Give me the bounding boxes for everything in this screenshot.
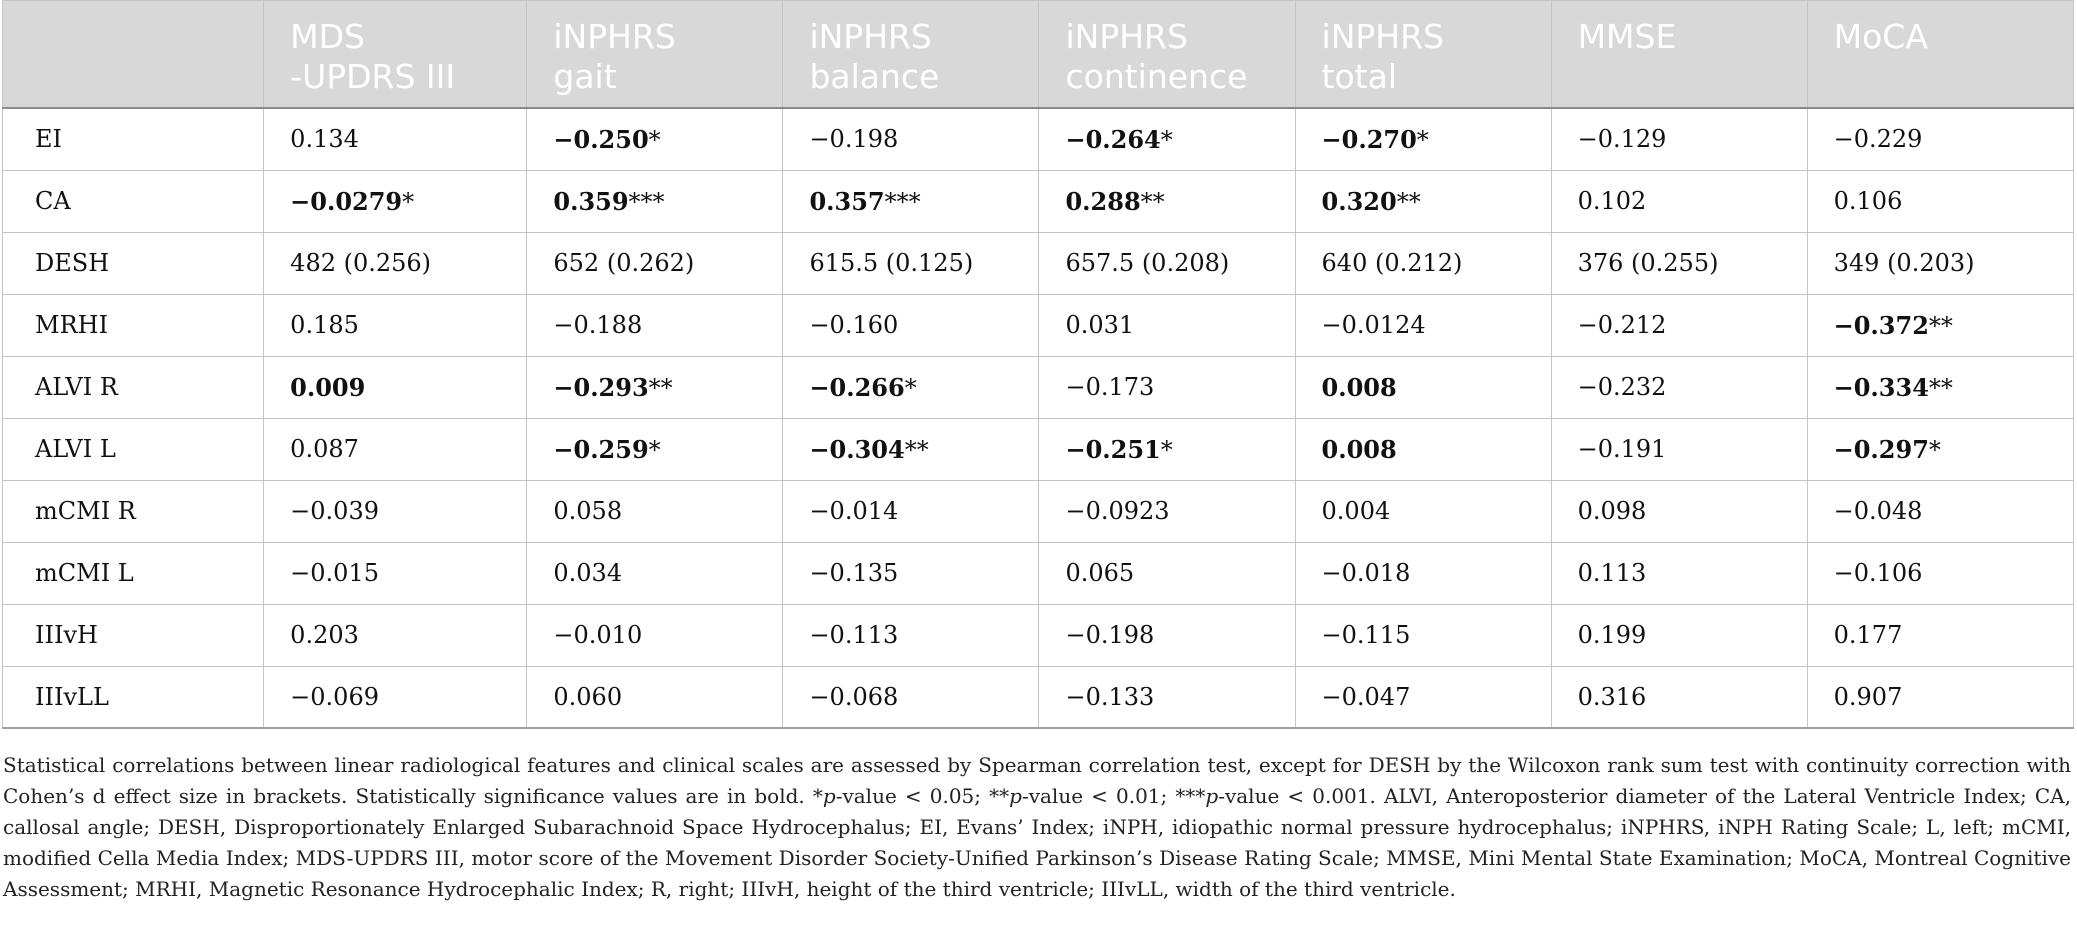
table-cell <box>783 170 1039 232</box>
column-header-line1: iNPHRS <box>553 17 676 56</box>
table-cell <box>264 480 527 542</box>
column-header-line1: iNPHRS <box>1065 17 1188 56</box>
table-body <box>3 108 2074 728</box>
cell-value: −0.115 <box>1321 621 1411 649</box>
table-cell <box>264 294 527 356</box>
cell-value: −0.334 <box>1833 372 1929 402</box>
significance-stars: * <box>648 435 661 464</box>
cell-value: −0.212 <box>1577 311 1667 339</box>
table-cell <box>1551 108 1807 170</box>
table-cell <box>783 356 1039 418</box>
cell-value: 0.185 <box>290 311 359 339</box>
cell-value: −0.173 <box>1065 373 1155 401</box>
cell-value: 0.034 <box>553 559 623 587</box>
table-cell <box>1039 232 1295 294</box>
row-label: EI <box>3 108 264 170</box>
column-header-line1: iNPHRS <box>1321 17 1444 56</box>
cell-value: −0.0279 <box>290 186 403 216</box>
significance-stars: * <box>904 373 917 402</box>
cell-value: −0.0923 <box>1065 497 1170 525</box>
column-header <box>1551 1 1807 109</box>
cell-value: −0.229 <box>1833 125 1923 154</box>
significance-stars: ** <box>904 435 929 464</box>
cell-value: −0.015 <box>290 559 379 587</box>
cell-value: 0.087 <box>290 435 359 463</box>
header-corner-cell <box>3 1 264 109</box>
column-header-line2: balance <box>809 57 940 96</box>
table-cell <box>1295 542 1551 604</box>
table-row <box>3 356 2074 418</box>
footnote-text-2: -value < 0.05; ** <box>835 784 1010 808</box>
row-label: DESH <box>3 232 264 294</box>
significance-stars: * <box>1160 435 1173 464</box>
table-row <box>3 542 2074 604</box>
cell-value: −0.372 <box>1833 310 1929 340</box>
table-cell <box>1295 170 1551 232</box>
row-label: ALVI L <box>3 418 264 480</box>
row-label: IIIvLL <box>3 666 264 728</box>
column-header <box>1807 1 2073 109</box>
cell-value: 0.060 <box>553 682 623 711</box>
cell-value: −0.198 <box>809 125 899 154</box>
table-cell <box>783 604 1039 666</box>
footnote-text-1: Statistical correlations between linear radiological features and clinical scales are assessed by Spearman correlation test, except for DESH by the Wilcoxon rank sum test with continuity correction with Cohen’s d effect size in brackets. Statistically significance values are in bold. * <box>3 753 2071 808</box>
footnote-p-italic: p <box>1009 784 1022 808</box>
cell-value: −0.251 <box>1065 434 1161 464</box>
cell-value: 0.106 <box>1833 187 1903 215</box>
cell-value: −0.270 <box>1321 124 1417 154</box>
column-header <box>527 1 783 109</box>
cell-value: 0.065 <box>1065 559 1135 587</box>
table-cell <box>783 232 1039 294</box>
footnote-p-italic: p <box>822 784 836 808</box>
table-cell <box>1551 232 1807 294</box>
table-footnote <box>3 750 2071 905</box>
footnote-text-3: -value < 0.01; *** <box>1021 784 1206 808</box>
cell-value: 652 (0.262) <box>553 249 695 277</box>
column-header <box>1039 1 1295 109</box>
table-cell <box>1551 294 1807 356</box>
table-cell <box>1807 666 2073 728</box>
table-cell <box>1807 294 2073 356</box>
column-header-line2: total <box>1321 57 1397 96</box>
cell-value: 615.5 (0.125) <box>809 249 974 277</box>
table-cell <box>527 356 783 418</box>
cell-value: −0.198 <box>1065 621 1155 649</box>
table-cell <box>1295 294 1551 356</box>
table-cell <box>1039 604 1295 666</box>
column-header-line1: MMSE <box>1577 17 1677 56</box>
table-cell <box>1807 480 2073 542</box>
footnote-text-4: -value < 0.001. ALVI, Anteroposterior diameter of the Lateral Ventricle Index; CA, callosal angle; DESH, Disproportionately Enlarged Subarachnoid Space Hydrocephalus; EI, Evans’ Index; iNPH, idiopathic normal pressure hydrocephalus; iNPHRS, iNPH Rating Scale; L, left; mCMI, modified Cella Media Index; MDS-UPDRS III, motor score of the Movement Disorder Society-Unified Parkinson’s Disease Rating Scale; MMSE, Mini Mental State Examination; MoCA, Montreal Cognitive Assessment; MRHI, Magnetic Resonance Hydrocephalic Index; R, right; IIIvH, height of the third ventricle; IIIvLL, width of the third ventricle. <box>3 784 2071 901</box>
cell-value: 0.359 <box>553 186 629 216</box>
table-row <box>3 294 2074 356</box>
table-cell <box>1807 604 2073 666</box>
cell-value: −0.069 <box>290 682 379 711</box>
table-cell <box>1807 356 2073 418</box>
table-container <box>2 0 2074 729</box>
table-row <box>3 232 2074 294</box>
significance-stars: * <box>648 125 661 154</box>
column-header-line2: gait <box>553 57 617 96</box>
table-cell <box>1039 542 1295 604</box>
cell-value: −0.0124 <box>1321 311 1426 339</box>
cell-value: 0.008 <box>1321 372 1397 402</box>
cell-value: 0.134 <box>290 125 359 154</box>
table-cell <box>1807 232 2073 294</box>
column-header <box>783 1 1039 109</box>
table-cell <box>1551 480 1807 542</box>
significance-stars: *** <box>884 187 921 216</box>
table-row <box>3 170 2074 232</box>
table-cell <box>783 418 1039 480</box>
cell-value: 657.5 (0.208) <box>1065 249 1230 277</box>
cell-value: −0.293 <box>553 372 649 402</box>
cell-value: 0.008 <box>1321 434 1397 464</box>
cell-value: −0.047 <box>1321 682 1411 711</box>
cell-value: −0.039 <box>290 497 379 525</box>
cell-value: −0.188 <box>553 311 643 339</box>
significance-stars: * <box>402 187 415 216</box>
table-cell <box>783 294 1039 356</box>
table-cell <box>1295 418 1551 480</box>
table-cell <box>1295 666 1551 728</box>
row-label: IIIvH <box>3 604 264 666</box>
cell-value: −0.160 <box>809 311 899 339</box>
footnote-p-italic: p <box>1205 784 1219 808</box>
cell-value: 0.004 <box>1321 497 1391 525</box>
row-label: mCMI R <box>3 480 264 542</box>
column-header <box>1295 1 1551 109</box>
row-label: MRHI <box>3 294 264 356</box>
table-cell <box>783 108 1039 170</box>
table-cell <box>1551 542 1807 604</box>
cell-value: −0.129 <box>1577 125 1667 154</box>
correlation-table <box>2 0 2074 729</box>
cell-value: 0.058 <box>553 497 623 525</box>
table-cell <box>1039 418 1295 480</box>
table-row <box>3 108 2074 170</box>
table-cell <box>1039 356 1295 418</box>
cell-value: 0.031 <box>1065 311 1135 339</box>
cell-value: −0.266 <box>809 372 905 402</box>
table-row <box>3 480 2074 542</box>
header-row <box>3 1 2074 109</box>
table-cell <box>527 108 783 170</box>
row-label: ALVI R <box>3 356 264 418</box>
table-cell <box>527 542 783 604</box>
significance-stars: * <box>1928 435 1941 464</box>
cell-value: 0.102 <box>1577 187 1647 215</box>
cell-value: 0.907 <box>1833 682 1903 711</box>
table-cell <box>1039 108 1295 170</box>
cell-value: 0.320 <box>1321 186 1397 216</box>
cell-value: 0.203 <box>290 621 359 649</box>
column-header <box>264 1 527 109</box>
cell-value: −0.250 <box>553 124 649 154</box>
column-header-line2: continence <box>1065 57 1248 96</box>
table-cell <box>783 666 1039 728</box>
cell-value: −0.014 <box>809 497 899 525</box>
cell-value: 0.357 <box>809 186 885 216</box>
cell-value: 376 (0.255) <box>1577 249 1719 277</box>
table-cell <box>527 480 783 542</box>
cell-value: −0.113 <box>809 621 899 649</box>
significance-stars: * <box>1416 125 1429 154</box>
table-cell <box>1807 108 2073 170</box>
cell-value: 0.113 <box>1577 559 1647 587</box>
cell-value: 640 (0.212) <box>1321 249 1463 277</box>
cell-value: −0.010 <box>553 621 643 649</box>
table-cell <box>1295 480 1551 542</box>
column-header-line2: -UPDRS III <box>290 57 456 96</box>
table-cell <box>264 666 527 728</box>
table-cell <box>1295 604 1551 666</box>
table-cell <box>1295 108 1551 170</box>
cell-value: 0.199 <box>1577 621 1647 649</box>
table-cell <box>1295 232 1551 294</box>
cell-value: −0.297 <box>1833 434 1929 464</box>
table-cell <box>783 480 1039 542</box>
column-header-line1: MDS <box>290 17 366 56</box>
table-cell <box>527 294 783 356</box>
cell-value: −0.068 <box>809 682 899 711</box>
cell-value: −0.106 <box>1833 559 1923 587</box>
table-cell <box>264 232 527 294</box>
significance-stars: * <box>1160 125 1173 154</box>
table-cell <box>1295 356 1551 418</box>
cell-value: −0.191 <box>1577 435 1667 463</box>
table-cell <box>527 170 783 232</box>
cell-value: 0.288 <box>1065 186 1141 216</box>
significance-stars: ** <box>1928 373 1953 402</box>
table-cell <box>264 170 527 232</box>
table-cell <box>527 604 783 666</box>
table-row <box>3 666 2074 728</box>
table-cell <box>1551 418 1807 480</box>
column-header-line1: iNPHRS <box>809 17 932 56</box>
cell-value: −0.133 <box>1065 682 1155 711</box>
significance-stars: *** <box>628 187 665 216</box>
cell-value: −0.018 <box>1321 559 1411 587</box>
table-row <box>3 604 2074 666</box>
table-cell <box>264 108 527 170</box>
table-cell <box>264 418 527 480</box>
significance-stars: ** <box>1140 187 1165 216</box>
table-cell <box>1807 418 2073 480</box>
table-cell <box>527 418 783 480</box>
table-cell <box>1039 294 1295 356</box>
table-row <box>3 418 2074 480</box>
cell-value: −0.264 <box>1065 124 1161 154</box>
cell-value: −0.232 <box>1577 373 1667 401</box>
table-cell <box>1807 170 2073 232</box>
table-cell <box>527 666 783 728</box>
table-cell <box>1807 542 2073 604</box>
table-header <box>3 1 2074 109</box>
table-cell <box>1551 170 1807 232</box>
cell-value: 0.316 <box>1577 682 1647 711</box>
table-cell <box>264 356 527 418</box>
table-cell <box>527 232 783 294</box>
table-cell <box>1551 356 1807 418</box>
row-label: mCMI L <box>3 542 264 604</box>
cell-value: 482 (0.256) <box>290 249 432 277</box>
row-label: CA <box>3 170 264 232</box>
column-header-line1: MoCA <box>1833 17 1928 56</box>
significance-stars: ** <box>1928 311 1953 340</box>
table-cell <box>1039 480 1295 542</box>
table-cell <box>1039 170 1295 232</box>
significance-stars: ** <box>648 373 673 402</box>
table-cell <box>1551 666 1807 728</box>
cell-value: 0.177 <box>1833 621 1903 649</box>
cell-value: 349 (0.203) <box>1833 249 1975 277</box>
table-cell <box>264 542 527 604</box>
significance-stars: ** <box>1396 187 1421 216</box>
cell-value: −0.304 <box>809 434 905 464</box>
table-cell <box>264 604 527 666</box>
cell-value: −0.259 <box>553 434 649 464</box>
table-cell <box>783 542 1039 604</box>
cell-value: −0.135 <box>809 559 899 587</box>
table-cell <box>1039 666 1295 728</box>
table-cell <box>1551 604 1807 666</box>
cell-value: 0.009 <box>290 372 366 402</box>
cell-value: 0.098 <box>1577 497 1647 525</box>
cell-value: −0.048 <box>1833 497 1923 525</box>
